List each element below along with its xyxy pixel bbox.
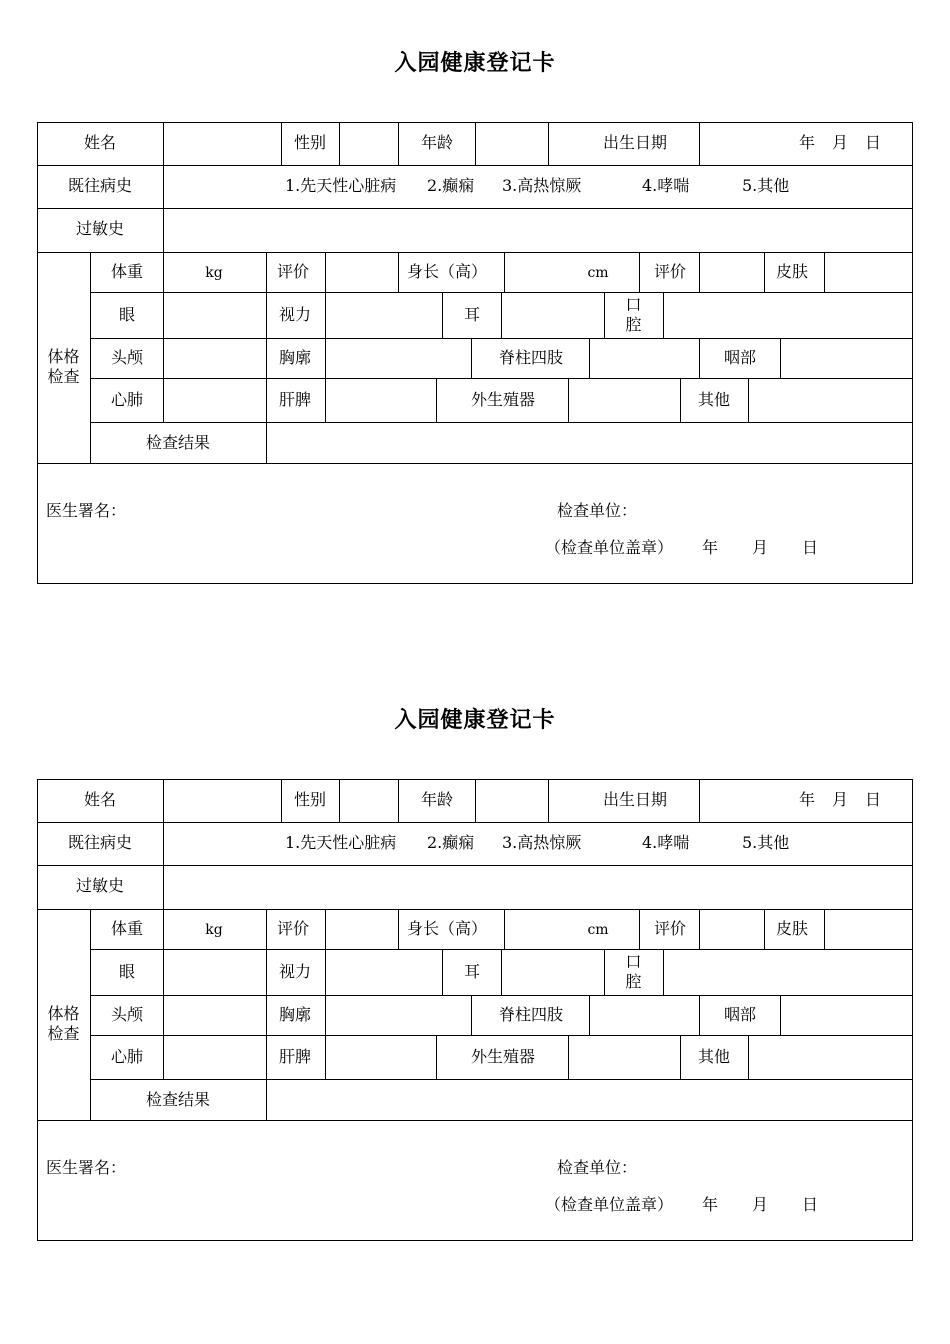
- heart-lung-label: 心肺: [110, 1047, 144, 1066]
- spine-limbs-label: 脊柱四肢: [498, 348, 564, 367]
- allergy-field[interactable]: [164, 209, 912, 251]
- dob-day-label: 日: [864, 790, 882, 809]
- col-divider: [699, 909, 700, 949]
- col-divider: [680, 378, 681, 422]
- dob-month-label: 月: [831, 133, 849, 152]
- col-divider: [589, 338, 590, 378]
- col-divider: [281, 122, 282, 165]
- col-divider: [442, 949, 443, 995]
- table-border-right: [912, 122, 913, 584]
- exam-result-label: 检查结果: [145, 433, 211, 452]
- col-divider: [639, 252, 640, 292]
- col-divider: [163, 909, 164, 1079]
- weight-label: 体重: [110, 262, 144, 281]
- col-divider: [764, 909, 765, 949]
- history-option-2[interactable]: 2.癫痫: [427, 833, 475, 852]
- history-label: 既往病史: [67, 833, 133, 852]
- allergy-label: 过敏史: [75, 876, 125, 895]
- liver-spleen-label: 肝脾: [278, 390, 312, 409]
- eye-label: 眼: [118, 962, 136, 981]
- col-divider: [501, 949, 502, 995]
- col-divider: [398, 779, 399, 822]
- col-divider: [699, 338, 700, 378]
- skin-label: 皮肤: [775, 919, 809, 938]
- unit-stamp-label: （检查单位盖章）: [545, 538, 674, 557]
- col-divider: [281, 779, 282, 822]
- doctor-signature-label: 医生署名：: [46, 1158, 127, 1177]
- sign-month-label: 月: [751, 538, 769, 557]
- history-option-1[interactable]: 1.先天性心脏病: [285, 176, 397, 195]
- allergy-field[interactable]: [164, 866, 912, 908]
- col-divider: [90, 252, 91, 463]
- col-divider: [475, 779, 476, 822]
- row-divider: [90, 378, 913, 379]
- dob-day-label: 日: [864, 133, 882, 152]
- col-divider: [824, 909, 825, 949]
- weight-eval-label: 评价: [276, 262, 310, 281]
- col-divider: [663, 292, 664, 338]
- sign-day-label: 日: [801, 538, 819, 557]
- exam-result-label: 检查结果: [145, 1090, 211, 1109]
- col-divider: [475, 122, 476, 165]
- exam-unit-label: 检查单位：: [557, 501, 638, 520]
- col-divider: [548, 122, 549, 165]
- history-option-1[interactable]: 1.先天性心脏病: [285, 833, 397, 852]
- age-label: 年龄: [420, 133, 454, 152]
- mouth-label-line1: 口: [625, 952, 642, 971]
- height-eval-label: 评价: [653, 262, 687, 281]
- history-option-4[interactable]: 4.哮喘: [642, 176, 690, 195]
- other-label: 其他: [697, 390, 731, 409]
- table-border-bottom: [37, 583, 913, 584]
- row-divider: [37, 463, 913, 464]
- physical-exam-label: [37, 347, 90, 387]
- col-divider: [471, 338, 472, 378]
- genitals-label: 外生殖器: [470, 390, 536, 409]
- col-divider: [568, 1035, 569, 1079]
- col-divider: [748, 378, 749, 422]
- height-label: 身长（高）: [406, 262, 488, 281]
- card-title: 入园健康登记卡: [394, 50, 556, 76]
- row-divider: [37, 165, 913, 166]
- age-label: 年龄: [420, 790, 454, 809]
- col-divider: [699, 779, 700, 822]
- physical-exam-label-line1: 体格: [47, 1004, 80, 1023]
- liver-spleen-label: 肝脾: [278, 1047, 312, 1066]
- col-divider: [824, 252, 825, 292]
- weight-unit: kg: [205, 922, 223, 938]
- col-divider: [471, 995, 472, 1035]
- col-divider: [504, 909, 505, 949]
- mouth-label-line2: 腔: [625, 972, 642, 991]
- history-label: 既往病史: [67, 176, 133, 195]
- col-divider: [589, 995, 590, 1035]
- name-label: 姓名: [83, 790, 117, 809]
- sign-day-label: 日: [801, 1195, 819, 1214]
- mouth-label: [604, 295, 663, 335]
- row-divider: [90, 338, 913, 339]
- row-divider: [37, 822, 913, 823]
- row-divider: [90, 1035, 913, 1036]
- spine-limbs-label: 脊柱四肢: [498, 1005, 564, 1024]
- row-divider: [37, 1120, 913, 1121]
- ear-label: 耳: [463, 962, 481, 981]
- history-option-4[interactable]: 4.哮喘: [642, 833, 690, 852]
- history-option-5[interactable]: 5.其他: [742, 176, 790, 195]
- table-border-right: [912, 779, 913, 1241]
- col-divider: [764, 252, 765, 292]
- eye-label: 眼: [118, 305, 136, 324]
- dob-year-label: 年: [798, 790, 816, 809]
- col-divider: [504, 252, 505, 292]
- card-title: 入园健康登记卡: [394, 707, 556, 733]
- col-divider: [663, 949, 664, 995]
- vision-label: 视力: [278, 305, 312, 324]
- height-eval-label: 评价: [653, 919, 687, 938]
- history-option-5[interactable]: 5.其他: [742, 833, 790, 852]
- form-table: [37, 122, 913, 584]
- chest-label: 胸廓: [278, 1005, 312, 1024]
- name-label: 姓名: [83, 133, 117, 152]
- weight-unit: kg: [205, 265, 223, 281]
- exam-unit-label: 检查单位：: [557, 1158, 638, 1177]
- col-divider: [501, 292, 502, 338]
- exam-result-field[interactable]: [267, 423, 912, 462]
- col-divider: [548, 779, 549, 822]
- head-label: 头颅: [110, 348, 144, 367]
- row-divider: [37, 909, 913, 910]
- col-divider: [163, 252, 164, 422]
- ear-label: 耳: [463, 305, 481, 324]
- physical-exam-label-line1: 体格: [47, 347, 80, 366]
- dob-year-label: 年: [798, 133, 816, 152]
- col-divider: [339, 779, 340, 822]
- col-divider: [568, 378, 569, 422]
- height-unit: cm: [587, 265, 609, 281]
- history-option-3[interactable]: 3.高热惊厥: [502, 176, 582, 195]
- dob-label: 出生日期: [602, 790, 668, 809]
- table-border-bottom: [37, 1240, 913, 1241]
- form-table: [37, 779, 913, 1241]
- mouth-label-line1: 口: [625, 295, 642, 314]
- col-divider: [699, 995, 700, 1035]
- heart-lung-label: 心肺: [110, 390, 144, 409]
- doctor-signature-label: 医生署名：: [46, 501, 127, 520]
- col-divider: [748, 1035, 749, 1079]
- height-label: 身长（高）: [406, 919, 488, 938]
- throat-label: 咽部: [723, 348, 757, 367]
- physical-exam-label: [37, 1004, 90, 1044]
- col-divider: [780, 995, 781, 1035]
- sign-year-label: 年: [701, 538, 719, 557]
- col-divider: [90, 909, 91, 1120]
- col-divider: [780, 338, 781, 378]
- weight-eval-label: 评价: [276, 919, 310, 938]
- height-unit: cm: [587, 922, 609, 938]
- col-divider: [436, 378, 437, 422]
- col-divider: [325, 252, 326, 422]
- dob-month-label: 月: [831, 790, 849, 809]
- vision-label: 视力: [278, 962, 312, 981]
- sign-year-label: 年: [701, 1195, 719, 1214]
- col-divider: [339, 122, 340, 165]
- col-divider: [639, 909, 640, 949]
- dob-label: 出生日期: [602, 133, 668, 152]
- col-divider: [325, 909, 326, 1079]
- col-divider: [398, 909, 399, 949]
- health-registration-card: [0, 657, 950, 1297]
- health-registration-card: [0, 0, 950, 640]
- col-divider: [398, 252, 399, 292]
- sign-month-label: 月: [751, 1195, 769, 1214]
- row-divider: [90, 995, 913, 996]
- col-divider: [436, 1035, 437, 1079]
- head-label: 头颅: [110, 1005, 144, 1024]
- weight-label: 体重: [110, 919, 144, 938]
- col-divider: [699, 252, 700, 292]
- unit-stamp-label: （检查单位盖章）: [545, 1195, 674, 1214]
- gender-label: 性别: [293, 133, 327, 152]
- col-divider: [699, 122, 700, 165]
- chest-label: 胸廓: [278, 348, 312, 367]
- history-option-3[interactable]: 3.高热惊厥: [502, 833, 582, 852]
- col-divider: [680, 1035, 681, 1079]
- history-option-2[interactable]: 2.癫痫: [427, 176, 475, 195]
- mouth-label-line2: 腔: [625, 315, 642, 334]
- gender-label: 性别: [293, 790, 327, 809]
- physical-exam-label-line2: 检查: [47, 367, 80, 386]
- exam-result-field[interactable]: [267, 1080, 912, 1119]
- throat-label: 咽部: [723, 1005, 757, 1024]
- skin-label: 皮肤: [775, 262, 809, 281]
- row-divider: [37, 252, 913, 253]
- col-divider: [398, 122, 399, 165]
- col-divider: [442, 292, 443, 338]
- allergy-label: 过敏史: [75, 219, 125, 238]
- other-label: 其他: [697, 1047, 731, 1066]
- genitals-label: 外生殖器: [470, 1047, 536, 1066]
- physical-exam-label-line2: 检查: [47, 1024, 80, 1043]
- mouth-label: [604, 952, 663, 992]
